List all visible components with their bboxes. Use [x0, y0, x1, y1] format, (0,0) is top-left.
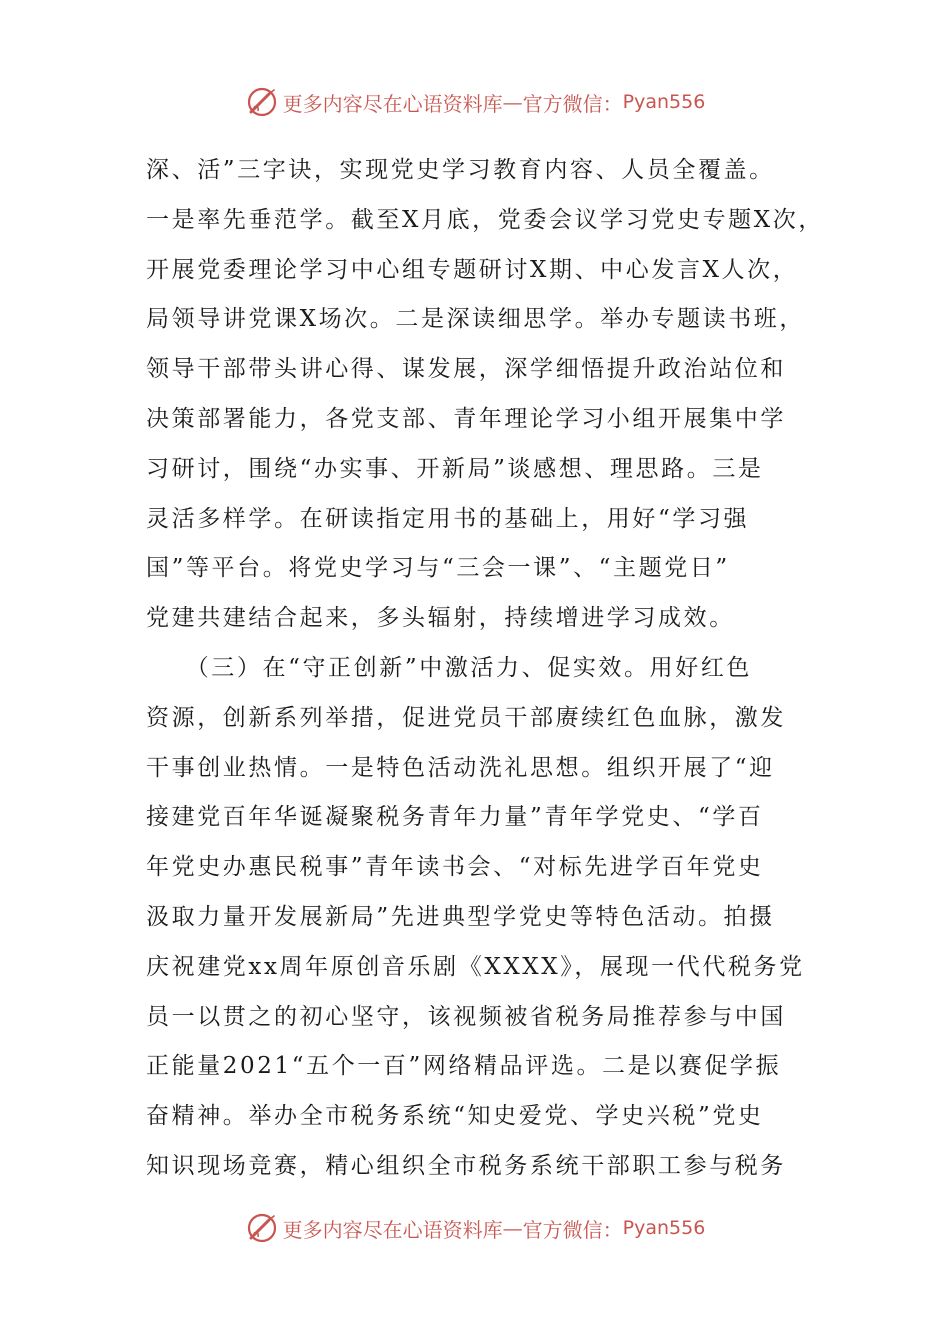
- header-watermark: [0, 82, 950, 122]
- watermark-wechat-label: 官方微信：: [522, 91, 623, 116]
- body-line: 开展党委理论学习中心组专题研讨X期、中心发言X人次，: [146, 256, 799, 283]
- body-line: 党建共建结合起来，多头辐射，持续增进学习成效。: [146, 605, 735, 632]
- body-line: 庆祝建党xx周年原创音乐剧《XXXX》，展现一代代税务党: [146, 953, 805, 980]
- body-line: 知识现场竞赛，精心组织全市税务系统干部职工参与税务: [146, 1152, 786, 1179]
- document-body: [146, 146, 824, 1192]
- body-line: 员一以贯之的初心坚守，该视频被省税务局推荐参与中国: [146, 1003, 786, 1030]
- pen-circle-logo-icon: [245, 1211, 279, 1245]
- body-line: 一是率先垂范学。截至X月底，党委会议学习党史专题X次，: [146, 206, 824, 233]
- watermark-handle: Pyan556: [622, 1217, 706, 1239]
- watermark-wechat-label: 官方微信：: [522, 1217, 623, 1242]
- body-line: 资源，创新系列举措，促进党员干部赓续红色血脉，激发: [146, 704, 786, 731]
- body-line: 局领导讲党课X场次。二是深读细思学。举办专题读书班，: [146, 306, 805, 333]
- watermark-main-text: 更多内容尽在心语资料库: [282, 91, 503, 116]
- watermark-handle: Pyan556: [622, 91, 706, 113]
- body-line: 汲取力量开发展新局”先进典型学党史等特色活动。拍摄: [146, 903, 775, 930]
- watermark-separator: —: [502, 1216, 523, 1240]
- body-line: 习研讨，围绕“办实事、开新局”谈感想、理思路。三是: [146, 455, 764, 482]
- body-line: 接建党百年华诞凝聚税务青年力量”青年学党史、“学百: [146, 804, 764, 831]
- body-line: 深、活”三字诀，实现党史学习教育内容、人员全覆盖。: [146, 157, 775, 183]
- footer-watermark: [0, 1208, 950, 1248]
- body-line: 奋精神。举办全市税务系统“知史爱党、学史兴税”党史: [146, 1103, 764, 1130]
- body-line: 正能量2021“五个一百”网络精品评选。二是以赛促学振: [146, 1053, 782, 1080]
- body-line: 灵活多样学。在研读指定用书的基础上，用好“学习强: [146, 505, 750, 532]
- body-line: 国”等平台。将党史学习与“三会一课”、“主题党日”: [146, 555, 730, 582]
- body-line: 领导干部带头讲心得、谋发展，深学细悟提升政治站位和: [146, 356, 786, 383]
- watermark-main-text: 更多内容尽在心语资料库: [282, 1217, 503, 1242]
- body-line: 干事创业热情。一是特色活动洗礼思想。组织开展了“迎: [146, 754, 775, 781]
- body-line: 年党史办惠民税事”青年读书会、“对标先进学百年党史: [146, 854, 764, 881]
- watermark-separator: —: [502, 90, 523, 114]
- body-line: 决策部署能力，各党支部、青年理论学习小组开展集中学: [146, 405, 786, 432]
- pen-circle-logo-icon: [245, 85, 279, 119]
- section-heading-line: （三）在“守正创新”中激活力、促实效。用好红色: [146, 654, 753, 681]
